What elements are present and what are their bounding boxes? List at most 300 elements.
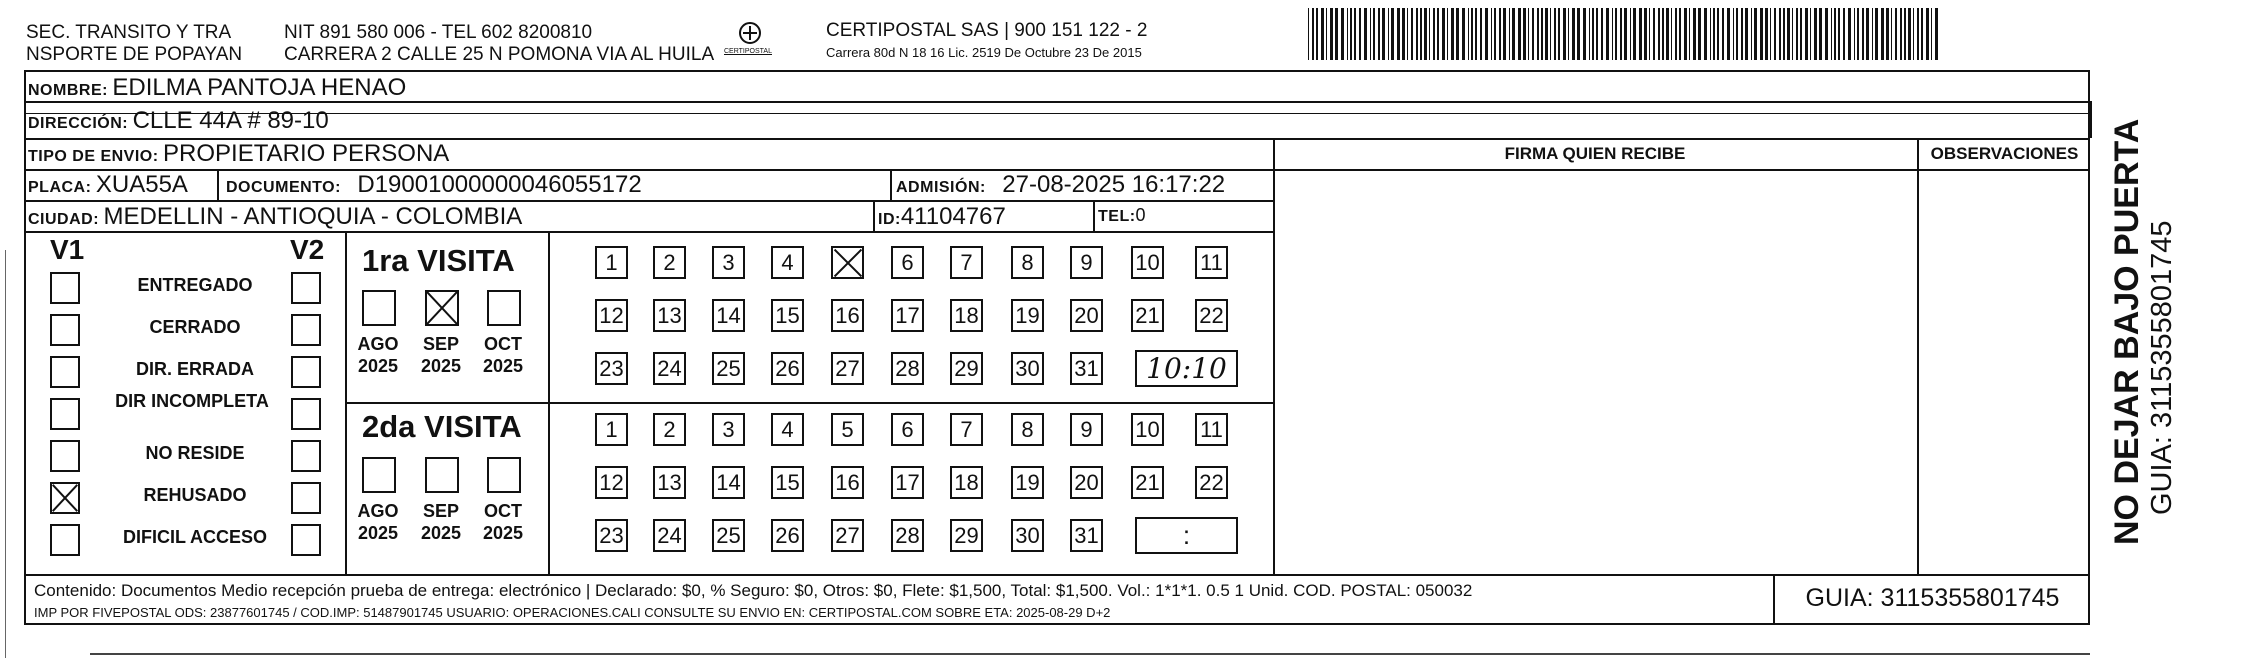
v1-checkbox[interactable] xyxy=(50,482,80,514)
barcode-bar xyxy=(1437,8,1439,60)
nombre-field xyxy=(28,74,406,102)
day-box[interactable]: 25 xyxy=(712,352,745,385)
row-divider xyxy=(24,231,1273,233)
day-box[interactable]: 10 xyxy=(1131,413,1164,446)
barcode-bar xyxy=(1733,8,1734,60)
sender-contact xyxy=(284,22,714,66)
day-box[interactable]: 26 xyxy=(771,519,804,552)
status-label: DIFICIL ACCESO xyxy=(122,527,267,547)
tipo-value: PROPIETARIO PERSONA xyxy=(163,140,450,167)
barcode-bars xyxy=(1306,8,1942,60)
barcode-bar xyxy=(1615,8,1617,60)
day-box[interactable]: 22 xyxy=(1195,466,1228,499)
barcode-bar xyxy=(1429,8,1430,60)
barcode-bar xyxy=(1854,8,1855,60)
day-box[interactable]: 4 xyxy=(771,246,804,279)
day-box[interactable]: 17 xyxy=(891,466,924,499)
month-checkbox[interactable] xyxy=(487,290,521,326)
visit2-title: 2da VISITA xyxy=(362,409,522,444)
sender-name xyxy=(26,22,242,66)
barcode-bar xyxy=(1407,8,1408,60)
day-box[interactable]: 12 xyxy=(595,299,628,332)
certipostal-logo xyxy=(724,20,772,64)
barcode-bar xyxy=(1451,8,1454,60)
barcode-bar xyxy=(1485,8,1488,60)
v2-checkbox[interactable] xyxy=(291,524,321,556)
month-checkbox[interactable] xyxy=(362,290,396,326)
month-label: AGO 2025 xyxy=(357,334,399,376)
status-label: REHUSADO xyxy=(143,485,247,505)
day-box[interactable]: 6 xyxy=(891,413,924,446)
day-box[interactable]: 27 xyxy=(831,519,864,552)
day-box[interactable]: 24 xyxy=(653,352,686,385)
barcode-bar xyxy=(1528,8,1529,60)
barcode-bar xyxy=(1736,8,1738,60)
day-box[interactable]: 7 xyxy=(950,246,983,279)
row-divider xyxy=(24,113,2090,114)
barcode-bar xyxy=(1838,8,1840,60)
barcode-bar xyxy=(1633,8,1636,60)
barcode-bar xyxy=(1308,8,1309,60)
placa-value: XUA55A xyxy=(95,171,188,198)
barcode-bar xyxy=(1675,8,1677,60)
month-checkbox[interactable] xyxy=(425,457,459,493)
ciudad-label: CIUDAD: xyxy=(28,211,100,228)
month-checkbox[interactable] xyxy=(425,290,459,326)
barcode-bar xyxy=(1326,8,1327,60)
day-box[interactable]: 30 xyxy=(1011,352,1044,385)
day-box[interactable]: 16 xyxy=(831,299,864,332)
barcode-bar xyxy=(1843,8,1845,60)
day-box[interactable]: 26 xyxy=(771,352,804,385)
barcode-bar xyxy=(1881,8,1884,60)
barcode-bar xyxy=(1639,8,1642,60)
barcode-bar xyxy=(1666,8,1669,60)
day-box[interactable]: 23 xyxy=(595,352,628,385)
status-label: DIR INCOMPLETA xyxy=(115,391,269,411)
barcode-bar xyxy=(1679,8,1681,60)
ciudad-value: MEDELLIN - ANTIOQUIA - COLOMBIA xyxy=(103,203,523,230)
barcode-bar xyxy=(1872,8,1873,60)
day-box[interactable]: 7 xyxy=(950,413,983,446)
admision-label: ADMISIÓN: xyxy=(896,179,986,196)
month-label: OCT 2025 xyxy=(482,501,524,543)
barcode-bar xyxy=(1312,8,1314,60)
barcode-bar xyxy=(1792,8,1793,60)
barcode-bar xyxy=(1316,8,1318,60)
barcode-bar xyxy=(1494,8,1496,60)
barcode-bar xyxy=(1805,8,1808,60)
barcode-bar xyxy=(1330,8,1333,60)
barcode-bar xyxy=(1710,8,1711,60)
barcode-bar xyxy=(1563,8,1566,60)
barcode-bar xyxy=(1704,8,1707,60)
day-box[interactable]: 30 xyxy=(1011,519,1044,552)
day-box[interactable]: 16 xyxy=(831,466,864,499)
barcode-bar xyxy=(1926,8,1929,60)
documento-field xyxy=(226,171,642,199)
documento-value: D19001000000046055172 xyxy=(357,171,642,198)
col-divider xyxy=(217,169,219,200)
day-box[interactable]: 8 xyxy=(1011,413,1044,446)
barcode-bar xyxy=(1592,8,1594,60)
address-line: CARRERA 2 CALLE 25 N POMONA VIA AL HUILA xyxy=(284,44,715,65)
barcode-bar xyxy=(1875,8,1878,60)
barcode-bar xyxy=(1370,8,1371,60)
barcode-bar xyxy=(1480,8,1482,60)
day-box[interactable]: 24 xyxy=(653,519,686,552)
day-box[interactable]: 3 xyxy=(712,246,745,279)
barcode-bar xyxy=(1796,8,1798,60)
barcode-bar xyxy=(1411,8,1413,60)
v2-checkbox[interactable] xyxy=(291,440,321,472)
barcode-bar xyxy=(1751,8,1752,60)
day-box[interactable]: 9 xyxy=(1070,246,1103,279)
day-box[interactable]: 14 xyxy=(712,299,745,332)
row-divider xyxy=(24,574,2090,576)
logo-text: CERTIPOSTAL xyxy=(724,48,772,55)
tel-label: TEL: xyxy=(1098,208,1136,225)
day-box[interactable]: 31 xyxy=(1070,352,1103,385)
barcode-bar xyxy=(1649,8,1650,60)
day-box[interactable]: 13 xyxy=(653,299,686,332)
day-box[interactable]: 14 xyxy=(712,466,745,499)
col-divider xyxy=(2090,101,2092,138)
barcode-bar xyxy=(1825,8,1828,60)
sender-line-2: NSPORTE DE POPAYAN xyxy=(26,44,243,65)
barcode-bar xyxy=(1420,8,1422,60)
admision-value: 27-08-2025 16:17:22 xyxy=(1002,171,1226,198)
day-box[interactable]: 11 xyxy=(1195,246,1228,279)
col-divider xyxy=(1917,138,1919,574)
barcode-bar xyxy=(1335,8,1338,60)
observaciones-label: OBSERVACIONES xyxy=(1930,144,2079,163)
barcode-bar xyxy=(1671,8,1672,60)
day-box[interactable]: 9 xyxy=(1070,413,1103,446)
barcode-bar xyxy=(1447,8,1448,60)
row-divider xyxy=(1273,169,2090,171)
day-box[interactable]: 18 xyxy=(950,299,983,332)
barcode-bar xyxy=(1862,8,1864,60)
barcode-bar xyxy=(1693,8,1696,60)
barcode-bar xyxy=(1471,8,1473,60)
row-divider xyxy=(24,200,1273,202)
scan-edge xyxy=(5,250,6,658)
barcode-bar xyxy=(1770,8,1771,60)
v1-checkbox[interactable] xyxy=(50,398,80,430)
barcode-bar xyxy=(1931,8,1932,60)
barcode-bar xyxy=(1518,8,1521,60)
documento-label: DOCUMENTO: xyxy=(226,179,341,196)
direccion-field xyxy=(28,107,329,135)
barcode-bar xyxy=(1545,8,1548,60)
barcode-bar xyxy=(1523,8,1526,60)
day-box[interactable]: 11 xyxy=(1195,413,1228,446)
barcode-bar xyxy=(1754,8,1757,60)
placa-label: PLACA: xyxy=(28,179,92,196)
barcode-bar xyxy=(1904,8,1906,60)
day-box[interactable]: 3 xyxy=(712,413,745,446)
barcode-bar xyxy=(1558,8,1560,60)
day-box[interactable]: 19 xyxy=(1011,466,1044,499)
barcode-bar xyxy=(1503,8,1506,60)
barcode-bar xyxy=(1831,8,1832,60)
barcode-bar xyxy=(1774,8,1776,60)
status-label: CERRADO xyxy=(149,317,241,337)
status-label: DIR. ERRADA xyxy=(135,359,254,379)
day-box[interactable]: 12 xyxy=(595,466,628,499)
placa-field xyxy=(28,171,188,199)
barcode-bar xyxy=(1895,8,1897,60)
barcode-bar xyxy=(1462,8,1465,60)
barcode-bar xyxy=(1620,8,1622,60)
barcode-bar xyxy=(1596,8,1598,60)
month-checkbox[interactable] xyxy=(487,457,521,493)
barcode-bar xyxy=(1689,8,1690,60)
day-box[interactable]: 10 xyxy=(1131,246,1164,279)
barcode-bar xyxy=(1378,8,1380,60)
day-box[interactable]: 23 xyxy=(595,519,628,552)
time-box[interactable]: : xyxy=(1135,517,1238,554)
barcode-bar xyxy=(1554,8,1556,60)
v1-checkbox[interactable] xyxy=(50,524,80,556)
company-line-2: Carrera 80d N 18 16 Lic. 2519 De Octubre 23 De 2015 xyxy=(826,45,1142,60)
barcode-bar xyxy=(1541,8,1543,60)
month-label: OCT 2025 xyxy=(482,334,524,376)
v2-checkbox[interactable] xyxy=(291,272,321,304)
barcode-bar xyxy=(1891,8,1892,60)
barcode-bar xyxy=(1572,8,1575,60)
v1-checkbox[interactable] xyxy=(50,272,80,304)
barcode-bar xyxy=(1760,8,1763,60)
visit1-title: 1ra VISITA xyxy=(362,243,515,278)
barcode-bar xyxy=(1509,8,1510,60)
barcode-bar xyxy=(1722,8,1724,60)
month-label: SEP 2025 xyxy=(420,501,462,543)
col-divider xyxy=(1093,200,1095,231)
barcode-bar xyxy=(1935,8,1938,60)
v1-checkbox[interactable] xyxy=(50,440,80,472)
tipo-field xyxy=(28,140,449,168)
barcode-bar xyxy=(1900,8,1902,60)
barcode-bar xyxy=(1921,8,1923,60)
day-box[interactable]: 27 xyxy=(831,352,864,385)
day-box[interactable]: 4 xyxy=(771,413,804,446)
barcode-bar xyxy=(1814,8,1817,60)
barcode-bar xyxy=(1402,8,1405,60)
barcode-bar xyxy=(1765,8,1768,60)
barcode-bar xyxy=(1341,8,1344,60)
barcode-bar xyxy=(1499,8,1501,60)
day-box[interactable]: 2 xyxy=(653,413,686,446)
side-line-1: NO DEJAR BAJO PUERTA xyxy=(2108,118,2146,545)
barcode-bar xyxy=(1583,8,1586,60)
barcode-bar xyxy=(1745,8,1748,60)
barcode-bar xyxy=(1866,8,1869,60)
barcode-bar xyxy=(1373,8,1375,60)
time-box[interactable]: 10:10 xyxy=(1135,350,1238,387)
nit-line: NIT 891 580 006 - TEL 602 8200810 xyxy=(284,22,593,43)
day-box[interactable]: 28 xyxy=(891,519,924,552)
barcode-bar xyxy=(1658,8,1660,60)
id-value: 41104767 xyxy=(900,203,1006,230)
barcode-bar xyxy=(1364,8,1367,60)
barcode-bar xyxy=(1713,8,1715,60)
v1-checkbox[interactable] xyxy=(50,314,80,346)
barcode-bar xyxy=(1388,8,1389,60)
nombre-value: EDILMA PANTOJA HENAO xyxy=(112,74,407,101)
v2-checkbox[interactable] xyxy=(291,398,321,430)
day-box[interactable]: 20 xyxy=(1070,299,1103,332)
day-box[interactable]: 20 xyxy=(1070,466,1103,499)
barcode-bar xyxy=(1512,8,1515,60)
direccion-label: DIRECCIÓN: xyxy=(28,115,129,132)
v2-checkbox[interactable] xyxy=(291,482,321,514)
day-box[interactable]: 8 xyxy=(1011,246,1044,279)
day-box[interactable]: 21 xyxy=(1131,466,1164,499)
status-label: NO RESIDE xyxy=(145,443,245,463)
barcode-bar xyxy=(1550,8,1551,60)
barcode-bar xyxy=(1442,8,1445,60)
barcode-bar xyxy=(1819,8,1822,60)
barcode xyxy=(1306,8,1942,60)
day-box[interactable]: 1 xyxy=(595,413,628,446)
day-box[interactable]: 29 xyxy=(950,519,983,552)
contenido-text: Contenido: Documentos Medio recepción prueba de entrega: electrónico | Declarado: $0, % Seguro: $0, Otros: $0, Flete: $1,500, Total: $1,500. Vol.: 1*1*1. 0.5 1 Unid. COD. POSTAL: 050032 xyxy=(34,581,1473,600)
barcode-bar xyxy=(1913,8,1914,60)
day-box[interactable]: 29 xyxy=(950,352,983,385)
barcode-bar xyxy=(1354,8,1356,60)
firma-label: FIRMA QUIEN RECIBE xyxy=(1504,144,1686,163)
barcode-bar xyxy=(1577,8,1580,60)
barcode-bar xyxy=(1612,8,1613,60)
barcode-bar xyxy=(1468,8,1469,60)
day-box[interactable]: 15 xyxy=(771,466,804,499)
id-label: ID: xyxy=(878,211,901,228)
barcode-bar xyxy=(1653,8,1655,60)
barcode-bar xyxy=(1630,8,1631,60)
company-line-1: CERTIPOSTAL SAS | 900 151 122 - 2 xyxy=(826,20,1148,41)
barcode-bar xyxy=(1601,8,1603,60)
day-box[interactable]: 31 xyxy=(1070,519,1103,552)
barcode-bar xyxy=(1624,8,1627,60)
v2-label: V2 xyxy=(290,234,325,265)
barcode-bar xyxy=(1456,8,1459,60)
col-divider xyxy=(890,169,892,200)
day-box[interactable]: 5 xyxy=(831,413,864,446)
barcode-bar xyxy=(1359,8,1361,60)
month-label: AGO 2025 xyxy=(357,501,399,543)
barcode-bar xyxy=(1382,8,1385,60)
month-label: SEP 2025 xyxy=(420,334,462,376)
barcode-bar xyxy=(1787,8,1790,60)
barcode-bar xyxy=(1347,8,1348,60)
barcode-bar xyxy=(1917,8,1919,60)
day-box[interactable]: 19 xyxy=(1011,299,1044,332)
barcode-bar xyxy=(1834,8,1836,60)
day-box[interactable]: 1 xyxy=(595,246,628,279)
barcode-bar xyxy=(1662,8,1664,60)
day-box[interactable]: 22 xyxy=(1195,299,1228,332)
barcode-bar xyxy=(1350,8,1352,60)
sender-line-1: SEC. TRANSITO Y TRA xyxy=(26,22,232,43)
month-checkbox[interactable] xyxy=(362,457,396,493)
id-field xyxy=(878,203,1006,231)
v2-checkbox[interactable] xyxy=(291,314,321,346)
status-label: ENTREGADO xyxy=(137,275,253,295)
barcode-bar xyxy=(1800,8,1802,60)
row-divider xyxy=(345,402,1273,404)
tel-field xyxy=(1098,205,1146,226)
barcode-bar xyxy=(1857,8,1859,60)
barcode-bar xyxy=(1644,8,1647,60)
barcode-bar xyxy=(1717,8,1719,60)
v2-checkbox[interactable] xyxy=(291,356,321,388)
day-box[interactable]: 28 xyxy=(891,352,924,385)
v1-label: V1 xyxy=(50,234,85,265)
ciudad-field xyxy=(28,203,522,231)
barcode-bar xyxy=(1727,8,1730,60)
barcode-bar xyxy=(1684,8,1687,60)
day-box[interactable]: 17 xyxy=(891,299,924,332)
side-notice xyxy=(2108,119,2178,545)
barcode-bar xyxy=(1606,8,1609,60)
barcode-bar xyxy=(1741,8,1743,60)
tipo-label: TIPO DE ENVIO: xyxy=(28,148,159,165)
company-info xyxy=(826,20,1147,60)
barcode-bar xyxy=(1416,8,1418,60)
day-box[interactable] xyxy=(831,246,864,279)
barcode-bar xyxy=(1321,8,1324,60)
barcode-bar xyxy=(1397,8,1400,60)
nombre-label: NOMBRE: xyxy=(28,82,108,99)
day-box[interactable]: 2 xyxy=(653,246,686,279)
day-box[interactable]: 18 xyxy=(950,466,983,499)
footer-guia: GUIA: 3115355801745 xyxy=(1805,584,2060,612)
barcode-bar xyxy=(1698,8,1701,60)
day-box[interactable]: 13 xyxy=(653,466,686,499)
barcode-bar xyxy=(1589,8,1590,60)
barcode-bar xyxy=(1908,8,1911,60)
barcode-bar xyxy=(1568,8,1569,60)
barcode-bar xyxy=(1424,8,1427,60)
barcode-bar xyxy=(1433,8,1435,60)
scan-edge xyxy=(90,653,2090,655)
barcode-bar xyxy=(1532,8,1534,60)
v1-checkbox[interactable] xyxy=(50,356,80,388)
day-box[interactable]: 21 xyxy=(1131,299,1164,332)
day-box[interactable]: 6 xyxy=(891,246,924,279)
barcode-bar xyxy=(1491,8,1492,60)
barcode-bar xyxy=(1391,8,1394,60)
admision-field xyxy=(896,171,1225,199)
barcode-bar xyxy=(1810,8,1811,60)
side-line-2: GUIA: 3115355801745 xyxy=(2146,220,2178,515)
day-box[interactable]: 15 xyxy=(771,299,804,332)
col-divider xyxy=(1273,138,1275,574)
tel-value: 0 xyxy=(1135,205,1146,225)
barcode-bar xyxy=(1475,8,1477,60)
barcode-bar xyxy=(1848,8,1851,60)
barcode-bar xyxy=(1886,8,1889,60)
logo-icon xyxy=(728,20,772,64)
day-box[interactable]: 25 xyxy=(712,519,745,552)
imp-text: IMP POR FIVEPOSTAL ODS: 23877601745 / COD.IMP: 51487901745 USUARIO: OPERACIONES.CALI CONSULTE SU ENVIO EN: CERTIPOSTAL.COM SOBRE ETA: 2025-08-29 D+2 xyxy=(34,605,1111,620)
barcode-bar xyxy=(1537,8,1539,60)
direccion-value: CLLE 44A # 89-10 xyxy=(132,107,329,134)
col-divider xyxy=(873,200,875,231)
barcode-bar xyxy=(1779,8,1781,60)
